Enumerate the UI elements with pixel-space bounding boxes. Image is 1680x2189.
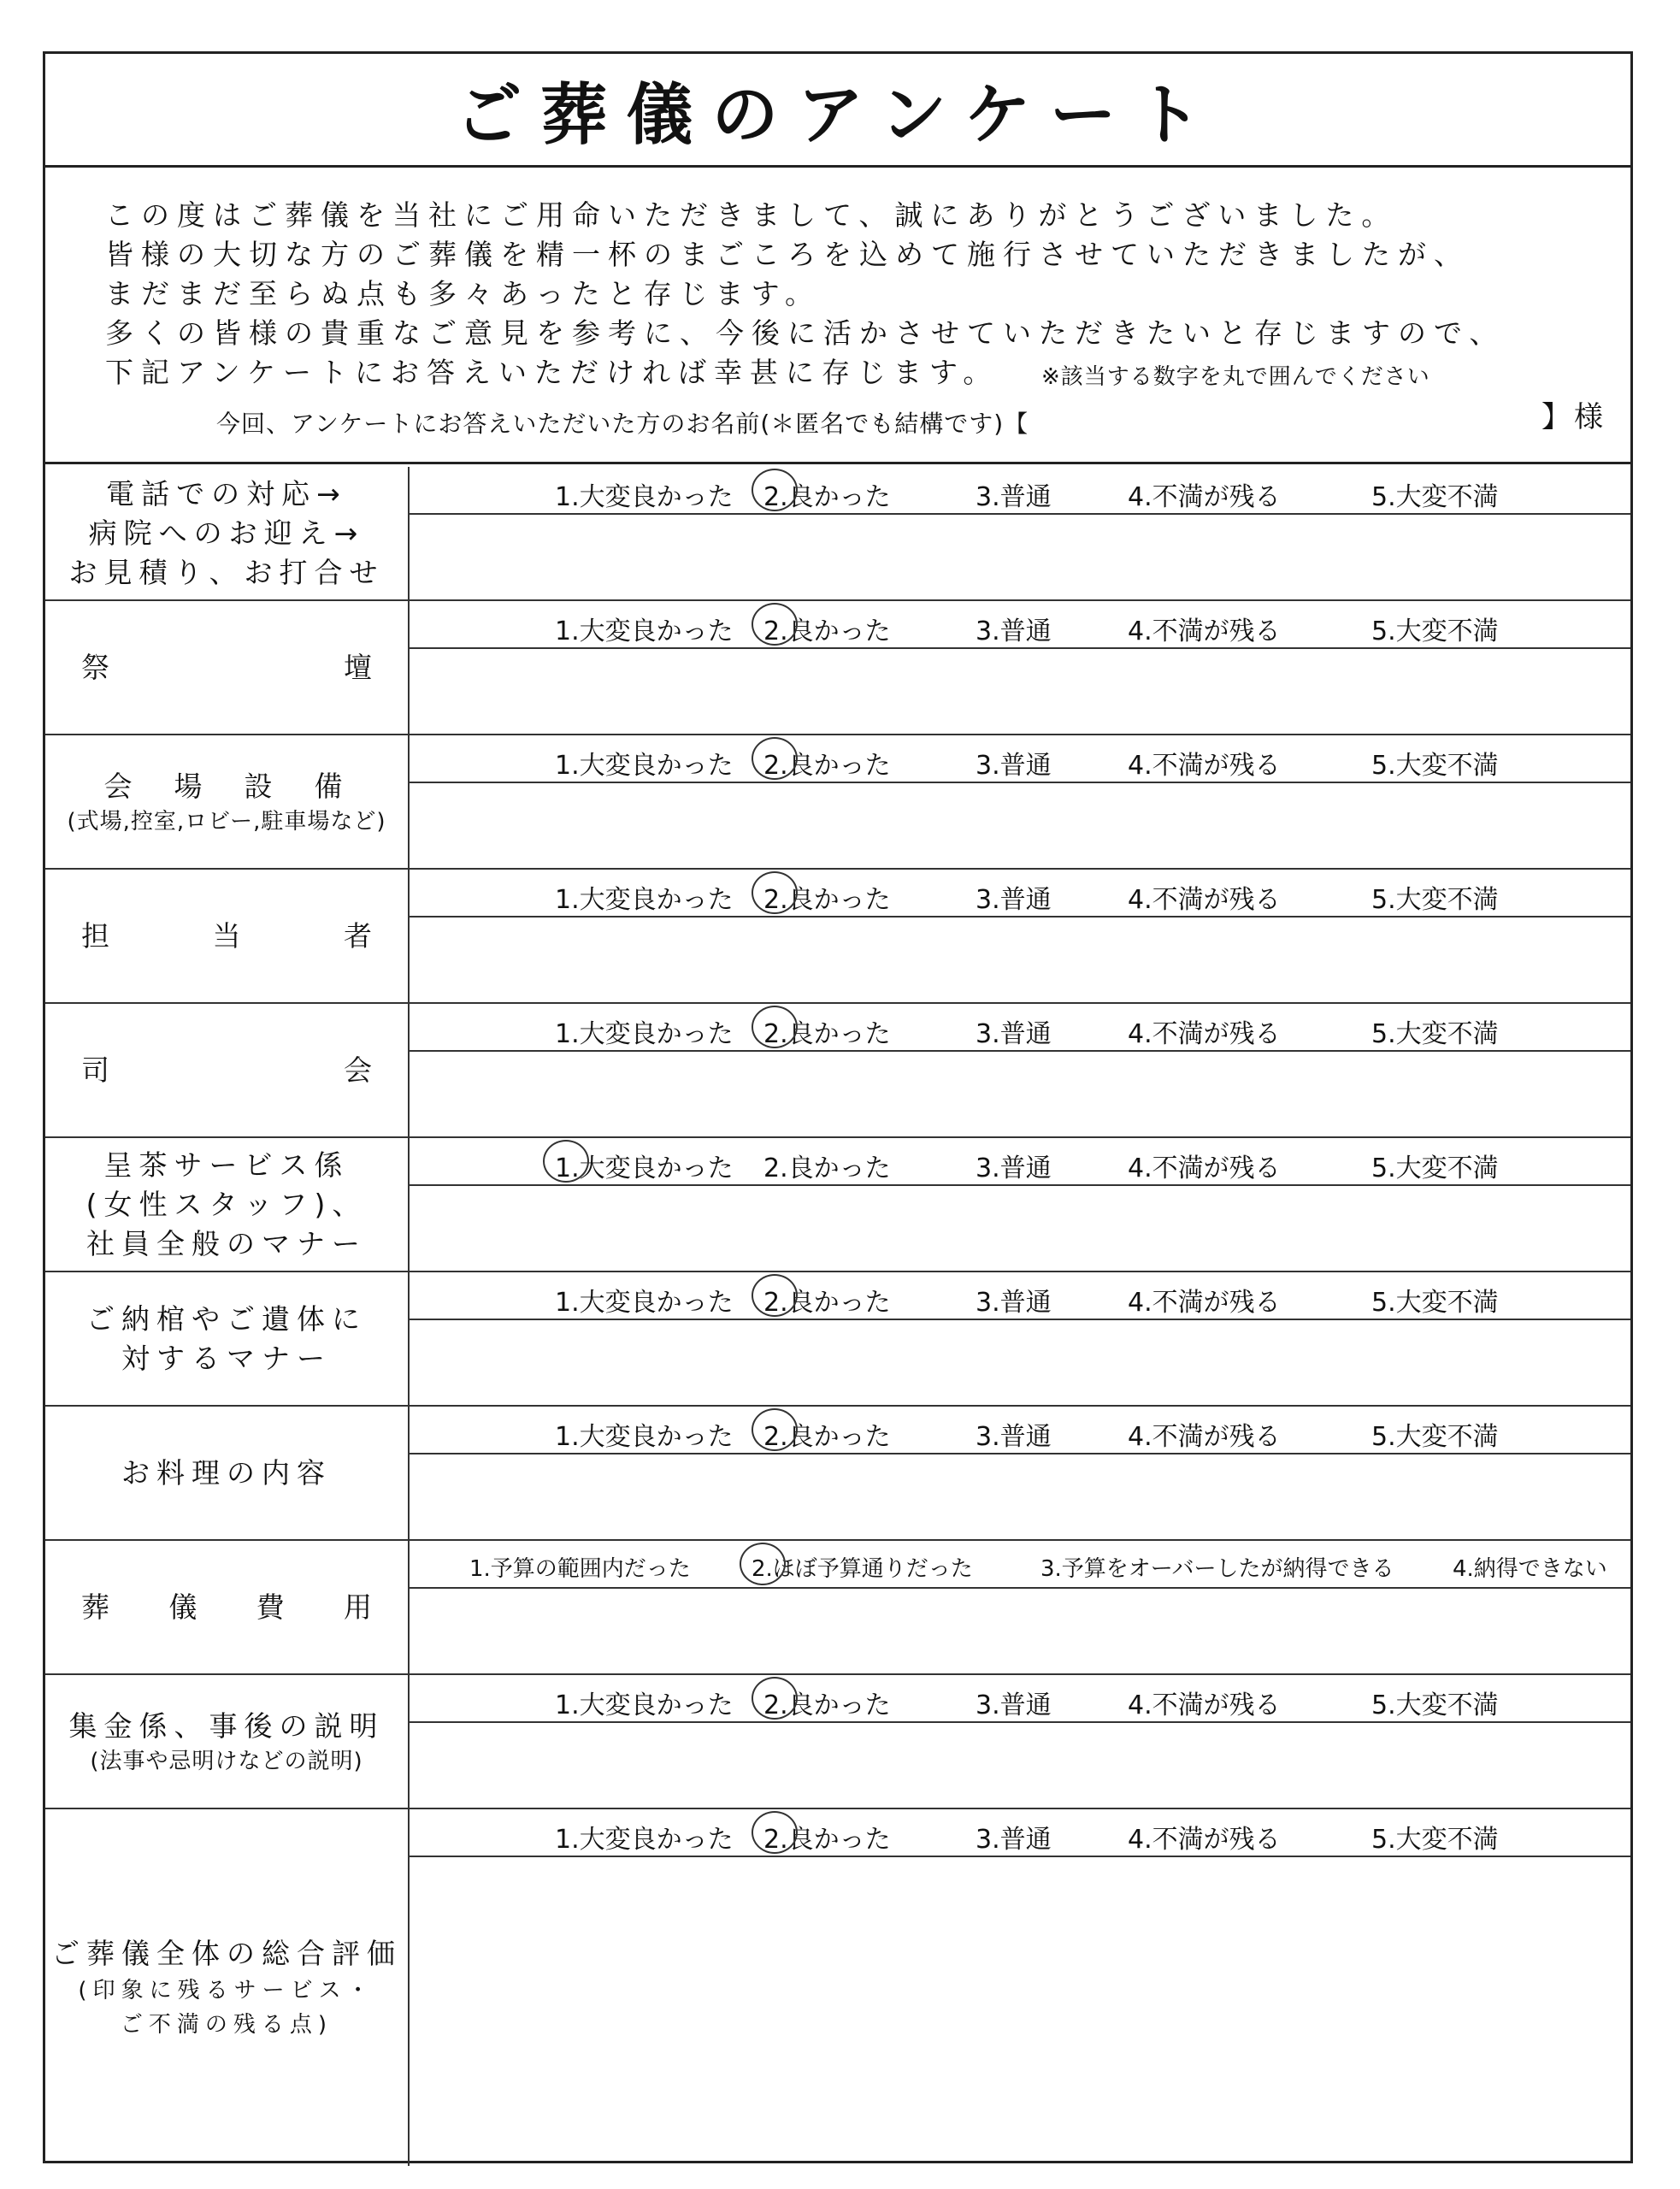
question-table [45, 467, 1630, 2166]
question-label-char: 儀 [168, 1590, 197, 1624]
selection-circle [752, 1677, 798, 1720]
question-label [45, 870, 410, 1002]
question-label [45, 601, 410, 734]
rating-option-4[interactable]: 4.不満が残る [1128, 1825, 1281, 1855]
rating-option-3[interactable]: 3.普通 [976, 751, 1052, 781]
question-label-sub: (式場,控室,ロビー,駐車場など) [67, 808, 386, 835]
rating-option-3[interactable]: 3.普通 [976, 617, 1052, 646]
comment-area[interactable] [410, 1723, 1630, 1808]
question-row [45, 1004, 1630, 1138]
comment-area[interactable] [410, 515, 1630, 599]
question-label-char: 祭 [81, 650, 109, 684]
question-label-char: 壇 [344, 650, 372, 684]
rating-option-3[interactable]: 3.普通 [976, 1422, 1052, 1452]
selection-circle [740, 1543, 786, 1585]
rating-option-5[interactable]: 5.大変不満 [1371, 1825, 1499, 1855]
rating-option-1[interactable]: 1.大変良かった [555, 1288, 734, 1318]
comment-area[interactable] [410, 1320, 1630, 1405]
rating-options [410, 870, 1630, 917]
comment-area[interactable] [410, 649, 1630, 734]
question-label-line: 集金係、事後の説明 [68, 1708, 385, 1743]
question-label-line: 会 場 設 備 [103, 769, 350, 803]
question-label [45, 1004, 410, 1136]
question-label [45, 1809, 410, 2166]
question-label-line: 呈茶サービス係 [103, 1148, 350, 1182]
comment-area[interactable] [410, 1857, 1630, 2166]
name-label: 今回、アンケートにお答えいただいた方のお名前(＊匿名でも結構です)【 [216, 410, 1029, 438]
comment-area[interactable] [410, 1589, 1630, 1673]
rating-option-1[interactable]: 1.大変良かった [555, 482, 734, 512]
rating-option-2[interactable]: 2.良かった [763, 1288, 891, 1318]
rating-option-2[interactable]: 2.良かった [763, 1422, 891, 1452]
question-label [45, 1272, 410, 1405]
rating-options [410, 1272, 1630, 1320]
selection-circle [752, 737, 798, 780]
selection-circle [752, 1274, 798, 1317]
question-label-char: 費 [256, 1590, 285, 1624]
question-row [45, 735, 1630, 870]
rating-options [410, 1675, 1630, 1723]
rating-option-4[interactable]: 4.不満が残る [1128, 1154, 1281, 1183]
question-label-line: 対するマナー [121, 1341, 332, 1375]
question-row [45, 1541, 1630, 1675]
rating-option-5[interactable]: 5.大変不満 [1371, 1154, 1499, 1183]
selection-circle [752, 1408, 798, 1451]
rating-option-5[interactable]: 5.大変不満 [1371, 751, 1499, 781]
question-label-line: ご葬儀全体の総合評価 [51, 1936, 402, 1970]
question-label-char: 者 [344, 918, 372, 953]
rating-option-1[interactable]: 1.大変良かった [555, 1690, 734, 1720]
question-label-char: 当 [212, 918, 241, 953]
rating-option-5[interactable]: 5.大変不満 [1371, 1019, 1499, 1049]
question-label [45, 1407, 410, 1539]
question-label-char: 会 [344, 1053, 372, 1087]
rating-option-4[interactable]: 4.不満が残る [1128, 1019, 1281, 1049]
question-label-line: (女性スタッフ)、 [85, 1187, 368, 1221]
comment-area[interactable] [410, 917, 1630, 1002]
rating-option-3[interactable]: 3.普通 [976, 1288, 1052, 1318]
instruction-note: ※該当する数字を丸で囲んでください [1041, 364, 1430, 390]
rating-option-2[interactable]: 2.ほぼ予算通りだった [752, 1556, 973, 1582]
rating-option-3[interactable]: 3.普通 [976, 885, 1052, 915]
selection-circle [752, 603, 798, 646]
question-label-sub: ご不満の残る点) [120, 2011, 333, 2038]
rating-option-1[interactable]: 1.大変良かった [555, 617, 734, 646]
question-label [45, 1138, 410, 1271]
form-title: ご葬儀のアンケート [45, 54, 1630, 168]
rating-options [410, 1004, 1630, 1052]
question-row [45, 1809, 1630, 2166]
question-label-spread [81, 917, 372, 956]
rating-option-2[interactable]: 2.良かった [763, 751, 891, 781]
intro-line: 皆様の大切な方のご葬儀を精一杯のまごころを込めて施行させていただきましたが、 [105, 238, 1470, 271]
rating-options [410, 1138, 1630, 1186]
intro-line: 下記アンケートにお答えいただければ幸甚に存じます。 [105, 356, 999, 389]
question-label-line: 病院へのお迎え→ [88, 516, 365, 550]
comment-area[interactable] [410, 783, 1630, 868]
rating-option-4[interactable]: 4.納得できない [1453, 1556, 1607, 1582]
rating-option-4[interactable]: 4.不満が残る [1128, 482, 1281, 512]
question-label-spread [81, 648, 372, 687]
rating-option-1[interactable]: 1.大変良かった [555, 885, 734, 915]
rating-option-4[interactable]: 4.不満が残る [1128, 1288, 1281, 1318]
rating-option-3[interactable]: 3.普通 [976, 482, 1052, 512]
selection-circle [752, 469, 798, 511]
rating-option-1[interactable]: 1.大変良かった [555, 751, 734, 781]
question-label-char: 葬 [81, 1590, 109, 1624]
question-row [45, 1675, 1630, 1809]
rating-option-1[interactable]: 1.大変良かった [555, 1154, 734, 1183]
rating-option-5[interactable]: 5.大変不満 [1371, 885, 1499, 915]
question-label [45, 1541, 410, 1673]
question-row [45, 1407, 1630, 1541]
rating-option-5[interactable]: 5.大変不満 [1371, 1422, 1499, 1452]
question-label-char: 担 [81, 918, 109, 953]
rating-option-2[interactable]: 2.良かった [763, 617, 891, 646]
selection-circle [752, 1811, 798, 1854]
question-label-sub: (印象に残るサービス・ [78, 1977, 375, 2003]
question-row [45, 870, 1630, 1004]
selection-circle [543, 1140, 589, 1183]
question-row [45, 1272, 1630, 1407]
rating-option-5[interactable]: 5.大変不満 [1371, 482, 1499, 512]
question-label-spread [81, 1588, 372, 1627]
question-label-char: 用 [343, 1590, 372, 1624]
question-label-char: 司 [81, 1053, 109, 1087]
rating-option-2[interactable]: 2.良かった [763, 1154, 891, 1183]
rating-options [410, 467, 1630, 515]
rating-option-2[interactable]: 2.良かった [763, 1690, 891, 1720]
rating-options [410, 1541, 1630, 1589]
rating-option-4[interactable]: 4.不満が残る [1128, 1422, 1281, 1452]
question-label [45, 467, 410, 599]
question-label-line: お見積り、お打合せ [68, 555, 385, 589]
name-suffix: 】様 [1541, 400, 1606, 434]
rating-option-3[interactable]: 3.普通 [976, 1825, 1052, 1855]
rating-option-3[interactable]: 3.普通 [976, 1154, 1052, 1183]
question-row [45, 601, 1630, 735]
rating-option-5[interactable]: 5.大変不満 [1371, 617, 1499, 646]
rating-option-1[interactable]: 1.予算の範囲内だった [469, 1556, 691, 1582]
rating-option-5[interactable]: 5.大変不満 [1371, 1288, 1499, 1318]
rating-option-4[interactable]: 4.不満が残る [1128, 751, 1281, 781]
intro-line: この度はご葬儀を当社にご用命いただきまして、誠にありがとうございました。 [105, 198, 1398, 232]
comment-area[interactable] [410, 1052, 1630, 1136]
rating-option-2[interactable]: 2.良かった [763, 885, 891, 915]
rating-option-2[interactable]: 2.良かった [763, 1019, 891, 1049]
rating-option-2[interactable]: 2.良かった [763, 482, 891, 512]
rating-option-4[interactable]: 4.不満が残る [1128, 1690, 1281, 1720]
comment-area[interactable] [410, 1186, 1630, 1271]
rating-option-1[interactable]: 1.大変良かった [555, 1825, 734, 1855]
intro-section [45, 165, 1630, 464]
selection-circle [752, 871, 798, 914]
survey-form [43, 51, 1633, 2163]
rating-options [410, 735, 1630, 783]
rating-option-2[interactable]: 2.良かった [763, 1825, 891, 1855]
question-label [45, 1675, 410, 1808]
comment-area[interactable] [410, 1454, 1630, 1539]
selection-circle [752, 1006, 798, 1048]
rating-option-3[interactable]: 3.予算をオーバーしたが納得できる [1040, 1556, 1394, 1582]
rating-options [410, 1809, 1630, 1857]
question-row [45, 1138, 1630, 1272]
rating-option-4[interactable]: 4.不満が残る [1128, 885, 1281, 915]
rating-options [410, 601, 1630, 649]
intro-line: まだまだ至らぬ点も多々あったと存じます。 [105, 277, 822, 310]
rating-option-3[interactable]: 3.普通 [976, 1690, 1052, 1720]
rating-option-5[interactable]: 5.大変不満 [1371, 1690, 1499, 1720]
rating-option-4[interactable]: 4.不満が残る [1128, 617, 1281, 646]
question-label-spread [81, 1051, 372, 1090]
question-label-sub: (法事や忌明けなどの説明) [90, 1748, 363, 1774]
question-label-line: 社員全般のマナー [86, 1226, 367, 1260]
question-row [45, 467, 1630, 601]
intro-line: 多くの皆様の貴重なご意見を参考に、今後に活かさせていただきたいと存じますので、 [105, 316, 1506, 350]
rating-option-1[interactable]: 1.大変良かった [555, 1422, 734, 1452]
question-label [45, 735, 410, 868]
rating-option-1[interactable]: 1.大変良かった [555, 1019, 734, 1049]
question-label-line: お料理の内容 [121, 1455, 332, 1490]
question-label-line: ご納棺やご遺体に [86, 1301, 367, 1336]
question-label-line: 電話での対応→ [106, 476, 347, 510]
rating-options [410, 1407, 1630, 1454]
rating-option-3[interactable]: 3.普通 [976, 1019, 1052, 1049]
